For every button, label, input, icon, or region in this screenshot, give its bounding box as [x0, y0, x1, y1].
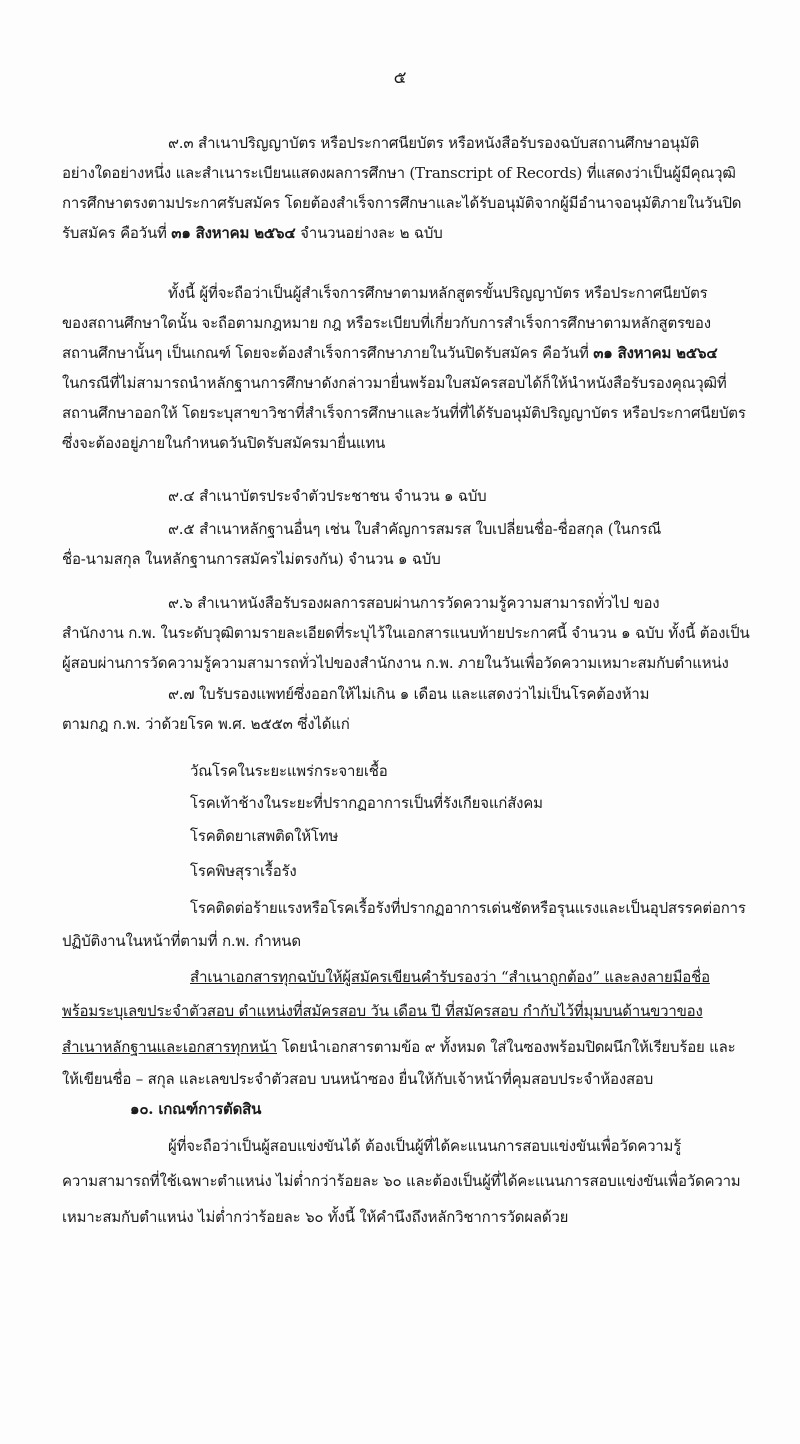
line-9-6: ๙.๖ สำเนาหนังสือรับรองผลการสอบผ่านการวัดความรู้ความสามารถทั่วไป ของ [168, 594, 660, 612]
line-9-3-deadline [62, 222, 792, 244]
line-graduation-cont-5: ซึ่งจะต้องอยู่ภายในกำหนดวันปิดรับสมัครมายื่นแทน [62, 434, 386, 452]
certify-copies-line-4: ให้เขียนชื่อ – สกุล และเลขประจำตัวสอบ บนหน้าซอง ยื่นให้กับเจ้าหน้าที่คุมสอบประจำห้องสอบ [62, 1070, 654, 1088]
line-graduation-cont-3: ในกรณีที่ไม่สามารถนำหลักฐานการศึกษาดังกล่าวมายื่นพร้อมใบสมัครสอบได้ก็ให้นำหนังสือรับรองคุณวุฒิที่ [62, 374, 727, 392]
line-9-5-cont: ชื่อ-นามสกุล ในหลักฐานการสมัครไม่ตรงกัน) จำนวน ๑ ฉบับ [62, 550, 441, 568]
graduation-deadline-date: ๓๑ สิงหาคม ๒๕๖๔ [593, 344, 718, 362]
criteria-line-3: เหมาะสมกับตำแหน่ง ไม่ต่ำกว่าร้อยละ ๖๐ ทั้งนี้ ให้คำนึงถึงหลักวิชาการวัดผลด้วย [62, 1208, 569, 1226]
line-graduation-cont-2 [62, 342, 792, 364]
deadline-label: รับสมัคร คือวันที่ [62, 224, 167, 242]
copies-count: จำนวนอย่างละ ๒ ฉบับ [300, 224, 443, 242]
certify-copies-underlined: สำเนาหลักฐานและเอกสารทุกหน้า [62, 1038, 277, 1056]
line-graduation-cont-4: สถานศึกษาออกให้ โดยระบุสาขาวิชาที่สำเร็จการศึกษาและวันที่ที่ได้รับอนุมัติปริญญาบัตร หรือประกาศนียบัตร [62, 404, 746, 422]
line-graduation-intro: ทั้งนี้ ผู้ที่จะถือว่าเป็นผู้สำเร็จการศึกษาตามหลักสูตรขั้นปริญญาบัตร หรือประกาศนียบัตร [168, 284, 708, 302]
line-9-3-cont-1: อย่างใดอย่างหนึ่ง และสำเนาระเบียนแสดงผลการศึกษา (Transcript of Records) ที่แสดงว่าเป็นผู้มีคุณวุฒิ [62, 164, 736, 182]
criteria-line-1: ผู้ที่จะถือว่าเป็นผู้สอบแข่งขันได้ ต้องเป็นผู้ที่ได้คะแนนการสอบแข่งขันเพื่อวัดความรู้ [168, 1137, 682, 1155]
certify-copies-line-1: สำเนาเอกสารทุกฉบับให้ผู้สมัครเขียนคำรับรองว่า “สำเนาถูกต้อง” และลงลายมือชื่อ [190, 968, 710, 986]
certify-copies-rest: โดยนำเอกสารตามข้อ ๙ ทั้งหมด ใส่ในซองพร้อมปิดผนึกให้เรียบร้อย และ [281, 1038, 736, 1056]
certify-copies-line-2: พร้อมระบุเลขประจำตัวสอบ ตำแหน่งที่สมัครสอบ วัน เดือน ปี ที่สมัครสอบ กำกับไว้ที่มุมบนด้านขวาของ [62, 1002, 703, 1020]
deadline-date: ๓๑ สิงหาคม ๒๕๖๔ [171, 224, 296, 242]
line-9-7: ๙.๗ ใบรับรองแพทย์ซึ่งออกให้ไม่เกิน ๑ เดือน และแสดงว่าไม่เป็นโรคต้องห้าม [168, 685, 650, 703]
line-graduation-cont-1: ของสถานศึกษาใดนั้น จะถือตามกฎหมาย กฎ หรือระเบียบที่เกี่ยวกับการสำเร็จการศึกษาตามหลักสูตรของ [62, 314, 711, 332]
line-9-3-cont-2: การศึกษาตรงตามประกาศรับสมัคร โดยต้องสำเร็จการศึกษาและได้รับอนุมัติจากผู้มีอำนาจอนุมัติภายในวันปิด [62, 194, 742, 212]
disease-item-1: วัณโรคในระยะแพร่กระจายเชื้อ [190, 762, 388, 780]
line-9-4: ๙.๔ สำเนาบัตรประจำตัวประชาชน จำนวน ๑ ฉบับ [168, 487, 487, 505]
disease-item-5: โรคติดต่อร้ายแรงหรือโรคเรื้อรังที่ปรากฏอาการเด่นชัดหรือรุนแรงและเป็นอุปสรรคต่อการ [190, 899, 746, 917]
line-9-5: ๙.๕ สำเนาหลักฐานอื่นๆ เช่น ใบสำคัญการสมรส ใบเปลี่ยนชื่อ-ชื่อสกุล (ในกรณี [168, 520, 662, 538]
criteria-line-2: ความสามารถที่ใช้เฉพาะตำแหน่ง ไม่ต่ำกว่าร้อยละ ๖๐ และต้องเป็นผู้ที่ได้คะแนนการสอบแข่งขันเพื่อวัดความ [62, 1172, 741, 1190]
disease-item-3: โรคติดยาเสพติดให้โทษ [190, 827, 339, 845]
line-9-6-cont-2: ผู้สอบผ่านการวัดความรู้ความสามารถทั่วไปของสำนักงาน ก.พ. ภายในวันเพื่อวัดความเหมาะสมกับตำแหน่ง [62, 654, 729, 672]
disease-item-4: โรคพิษสุราเรื้อรัง [190, 862, 297, 880]
disease-item-2: โรคเท้าช้างในระยะที่ปรากฏอาการเป็นที่รังเกียจแก่สังคม [190, 794, 543, 812]
line-9-6-cont-1: สำนักงาน ก.พ. ในระดับวุฒิตามรายละเอียดที่ระบุไว้ในเอกสารแนบท้ายประกาศนี้ จำนวน ๑ ฉบับ ทั้งนี้ ต้องเป็น [62, 624, 750, 642]
page-number: ๕ [393, 68, 407, 88]
section-10-heading: ๑๐. เกณฑ์การตัดสิน [130, 1100, 262, 1118]
line-9-7-cont: ตามกฎ ก.พ. ว่าด้วยโรค พ.ศ. ๒๕๕๓ ซึ่งได้แก่ [62, 715, 350, 733]
line-9-3-intro: ๙.๓ สำเนาปริญญาบัตร หรือประกาศนียบัตร หรือหนังสือรับรองฉบับสถานศึกษาอนุมัติ [168, 134, 700, 152]
graduation-deadline-label: สถานศึกษานั้นๆ เป็นเกณฑ์ โดยจะต้องสำเร็จการศึกษาภายในวันปิดรับสมัคร คือวันที่ [62, 344, 589, 362]
disease-item-5-cont: ปฏิบัติงานในหน้าที่ตามที่ ก.พ. กำหนด [62, 932, 301, 950]
certify-copies-line-3 [62, 1036, 792, 1058]
